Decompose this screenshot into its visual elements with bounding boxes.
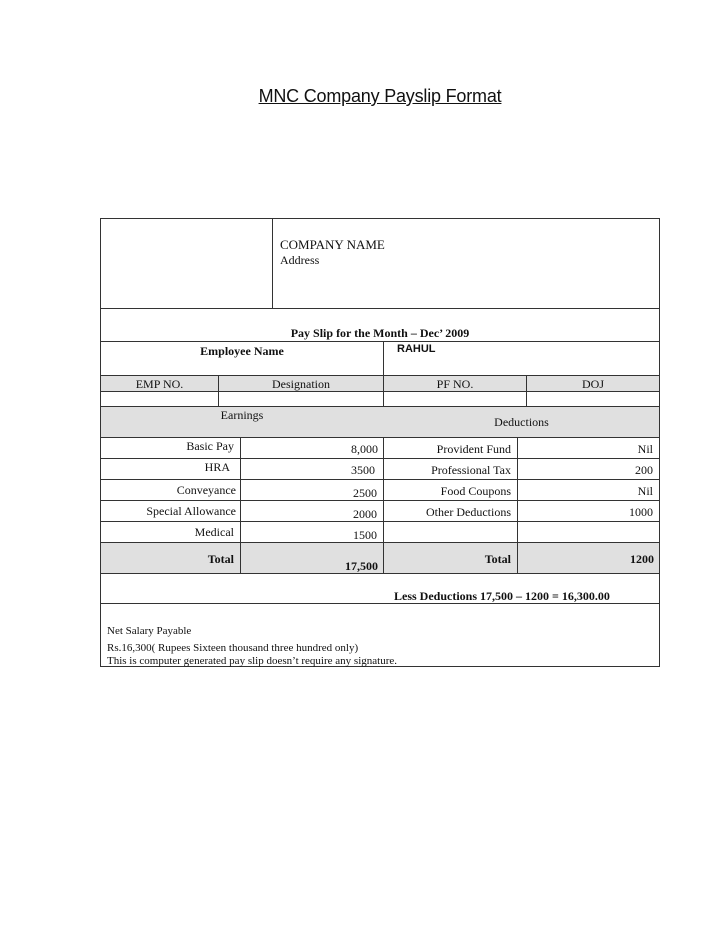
divider-line: [101, 542, 659, 543]
deduction-value: Nil: [637, 442, 653, 456]
deduction-label: Food Coupons: [440, 484, 511, 498]
deduction-value: Nil: [637, 484, 653, 498]
earning-label: Basic Pay: [186, 439, 234, 453]
payslip-table: [100, 218, 660, 667]
company-name: COMPANY NAME: [280, 237, 385, 252]
earning-value: 1500: [353, 528, 377, 542]
earning-value: 8,000: [351, 442, 378, 456]
deductions-header: Deductions: [494, 415, 549, 429]
earning-label: Special Allowance: [146, 504, 236, 518]
earning-value: 2500: [353, 486, 377, 500]
deductions-total-label: Total: [484, 552, 511, 566]
divider-line: [101, 479, 659, 480]
company-address: Address: [280, 253, 320, 267]
earning-label: Medical: [194, 525, 234, 539]
divider-line: [272, 219, 273, 308]
divider-line: [101, 308, 659, 309]
divider-line: [101, 521, 659, 522]
employee-name-value: RAHUL: [397, 343, 436, 355]
earning-label: Conveyance: [176, 483, 236, 497]
deduction-label: Other Deductions: [426, 505, 511, 519]
net-salary-words: Rs.16,300( Rupees Sixteen thousand three hundred only): [107, 642, 359, 654]
less-deductions-summary: Less Deductions 17,500 – 1200 = 16,300.00: [394, 589, 610, 603]
divider-line: [101, 437, 659, 438]
deduction-value: 1000: [629, 505, 653, 519]
divider-line: [101, 500, 659, 501]
divider-line: [383, 341, 384, 406]
emp-no-header: EMP NO.: [135, 377, 184, 391]
divider-line: [101, 341, 659, 342]
deduction-label: Provident Fund: [436, 442, 511, 456]
earnings-total-value: 17,500: [345, 559, 378, 573]
payslip-heading: Pay Slip for the Month – Dec’ 2009: [290, 326, 470, 340]
document-title: MNC Company Payslip Format: [258, 86, 502, 106]
net-salary-label: Net Salary Payable: [107, 625, 192, 637]
divider-line: [240, 437, 241, 573]
deductions-total-value: 1200: [630, 552, 654, 566]
footer-note: This is computer generated pay slip doesn’t require any signature.: [107, 655, 397, 667]
divider-line: [101, 406, 659, 407]
employee-name-label: Employee Name: [200, 344, 284, 358]
divider-line: [101, 375, 659, 376]
earning-value: 3500: [351, 463, 375, 477]
doj-header: DOJ: [581, 377, 604, 391]
divider-line: [101, 573, 659, 574]
earning-label: HRA: [204, 460, 230, 474]
deduction-label: Professional Tax: [431, 463, 511, 477]
deduction-value: 200: [635, 463, 653, 477]
earnings-header: Earnings: [220, 408, 264, 422]
designation-header: Designation: [272, 377, 330, 391]
divider-line: [101, 458, 659, 459]
pf-no-header: PF NO.: [436, 377, 474, 391]
earning-value: 2000: [353, 507, 377, 521]
earnings-total-label: Total: [207, 552, 234, 566]
